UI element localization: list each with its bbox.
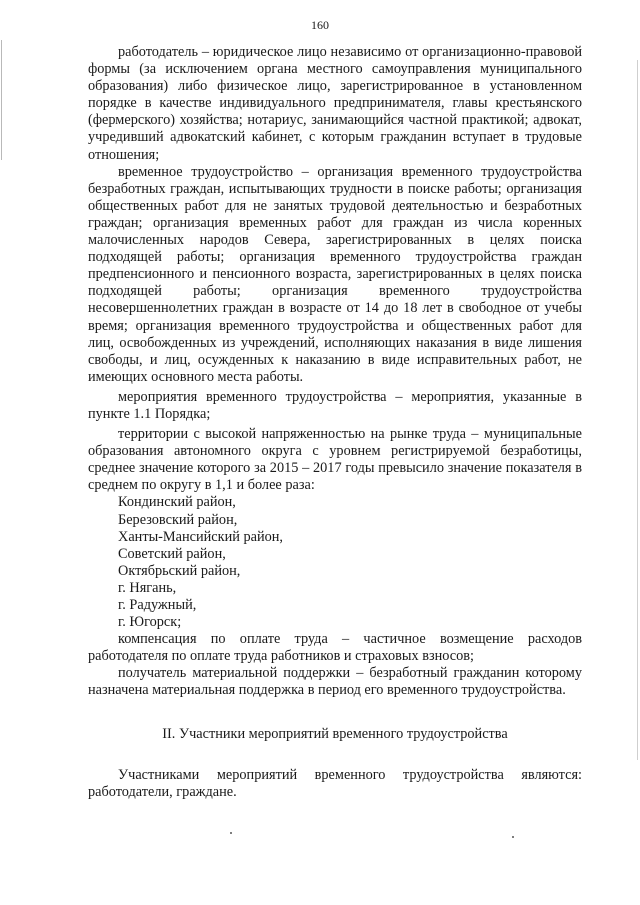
territory-item: г. Югорск; xyxy=(118,614,182,631)
territory-item: г. Радужный, xyxy=(118,597,197,613)
territory-list xyxy=(88,494,582,631)
page-number: 160 xyxy=(311,18,329,32)
scan-edge-mark-right xyxy=(637,60,638,760)
scan-speck xyxy=(512,836,514,838)
territory-item: Октябрьский район, xyxy=(118,562,241,579)
territory-item: г. Нягань, xyxy=(118,579,177,596)
definition-temporary-employment-measures: мероприятия временного трудоустройства – мероприятия, указанные в пункте 1.1 Порядка; xyxy=(88,388,582,422)
definition-material-support-recipient: получатель материальной поддержки – безработный гражданин которому назначена материальная поддержка в период его временного трудоустройства. xyxy=(88,665,582,699)
definition-temporary-employment: временное трудоустройство – организация временного трудоустройства безработных граждан, испытывающих трудности в поиске работы; организация общественных работ для не занятых трудовой деятельностью и безработных граждан; организация временных работ для граждан из числа коренных малочисленных народов Севера, зарегистрированных в целях поиска подходящей работы; организация временного трудоустройства граждан предпенсионного и пенсионного возраста, зарегистрированных в целях поиска подходящей работы; организация временного трудоустройства несовершеннолетних граждан в возрасте от 14 до 18 лет в свободное от учебы время; организация временного трудоустройства и общественных работ для лиц, освобожденных из учреждений, исполняющих наказания в виде лишения свободы, и лиц, осужденных к наказанию в виде исправительных работ, не имеющих основного места работы. xyxy=(88,163,582,385)
definition-wage-compensation: компенсация по оплате труда – частичное возмещение расходов работодателя по оплате труда работников и страховых взносов; xyxy=(88,631,582,665)
scan-speck xyxy=(230,832,232,834)
definition-employer: работодатель – юридическое лицо независимо от организационно-правовой формы (за исключением органа местного самоуправления муниципального образования) либо физическое лицо, зарегистрированное в установленном порядке в качестве индивидуального предпринимателя, главы крестьянского (фермерского) хозяйства; нотариус, занимающийся частной практикой; адвокат, учредивший адвокатский кабинет, с которым гражданин вступает в трудовые отношения; xyxy=(88,44,582,163)
participants-paragraph: Участниками мероприятий временного трудоустройства являются: работодатели, граждане. xyxy=(88,766,582,800)
section-heading: II. Участники мероприятий временного трудоустройства xyxy=(162,725,508,742)
definition-high-tension-territories: территории с высокой напряженностью на рынке труда – муниципальные образования автономного округа с уровнем регистрируемой безработицы, среднее значение которого за 2015 – 2017 годы превысило значение показателя в среднем по округу в 1,1 и более раза: xyxy=(88,426,582,494)
territory-item: Березовский район, xyxy=(118,511,238,528)
territory-item: Кондинский район, xyxy=(118,494,236,511)
document-body xyxy=(88,44,582,801)
territory-item: Ханты-Мансийский район, xyxy=(118,528,283,545)
scan-edge-mark xyxy=(1,40,2,160)
territory-item: Советский район, xyxy=(118,545,226,562)
